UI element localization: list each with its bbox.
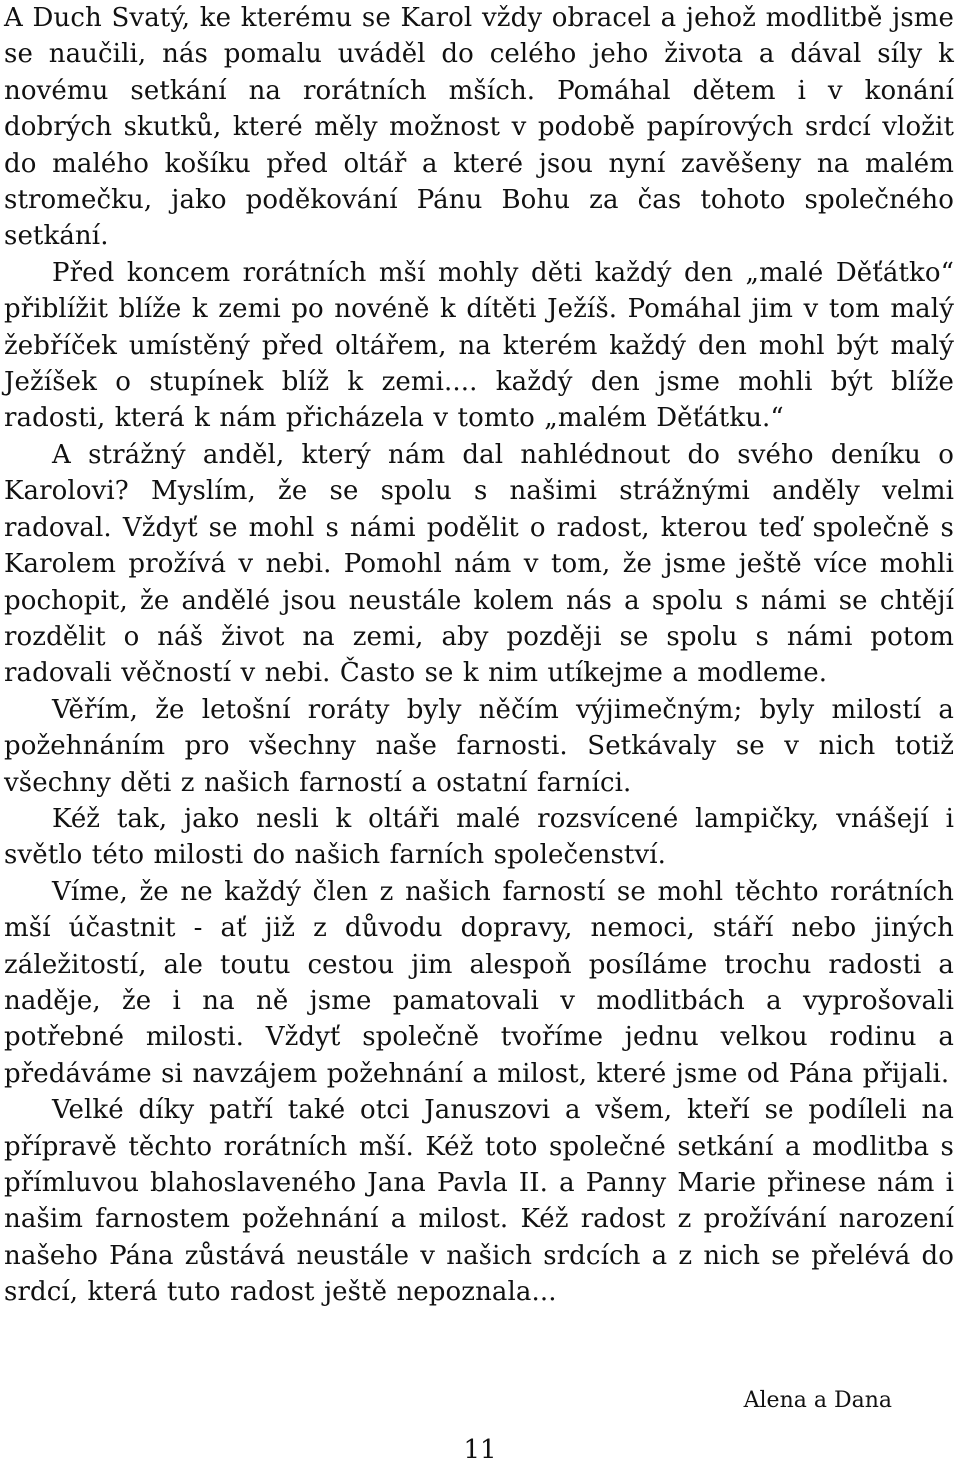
paragraph-6: Víme, že ne každý člen z našich farností se mohl těchto rorátních mší účastnit - ať již z důvodu dopravy, nemoci, stáří nebo jiných záležitostí, ale toutu cestou jim alespoň posíláme trochu radosti a naděje, že i na ně jsme pamatovali v modlitbách a vyprošovali potřebné milosti. Vždyť společně tvoříme jednu velkou rodinu a předáváme si navzájem požehnání a milost, které jsme od Pána přijali. xyxy=(4,876,954,1089)
paragraph-5: Kéž tak, jako nesli k oltáři malé rozsvícené lampičky, vnášejí i světlo této milosti do našich farních společenství. xyxy=(4,803,954,871)
paragraph-2: Před koncem rorátních mší mohly děti každý den „malé Děťátko“ přiblížit blíže k zemi po novéně k dítěti Ježíš. Pomáhal jim v tom malý žebříček umístěný před oltářem, na kterém každý den mohl být malý Ježíšek o stupínek blíž k zemi.... každý den jsme mohli být blíže radosti, která k nám přicházela v tomto „malém Děťátku.“ xyxy=(4,257,954,434)
author-signature: Alena a Dana xyxy=(743,1388,892,1413)
paragraph-4: Věřím, že letošní roráty byly něčím výjimečným; byly milostí a požehnáním pro všechny naše farnosti. Setkávaly se v nich totiž všechny děti z našich farností a ostatní farníci. xyxy=(4,694,954,798)
paragraph-7: Velké díky patří také otci Januszovi a všem, kteří se podíleli na přípravě těchto rorátních mší. Kéž toto společné setkání a modlitba s přímluvou blahoslaveného Jana Pavla II. a Panny Marie přinese nám i našim farnostem požehnání a milost. Kéž radost z prožívání narození našeho Pána zůstává neustále v našich srdcích a z nich se přelévá do srdcí, která tuto radost ještě nepoznala... xyxy=(4,1095,954,1308)
page-number: 11 xyxy=(463,1435,497,1465)
paragraph-1: A Duch Svatý, ke kterému se Karol vždy obracel a jehož modlitbě jsme se naučili, nás pomalu uváděl do celého jeho života a dával síly k novému setkání na rorátních mších. Pomáhal dětem i v konání dobrých skutků, které měly možnost v podobě papírových srdcí vložit do malého košíku před oltář a které jsou nyní zavěšeny na malém stromečku, jako poděkování Pánu Bohu za čas tohoto společného setkání. xyxy=(4,3,954,252)
paragraph-3: A strážný anděl, který nám dal nahlédnout do svého deníku o Karolovi? Myslím, že se spolu s našimi strážnými anděly velmi radoval. Vždyť se mohl s námi podělit o radost, kterou teď společně s Karolem prožívá v nebi. Pomohl nám v tom, že jsme ještě více mohli pochopit, že andělé jsou neustále kolem nás a spolu s námi se chtějí rozdělit o náš život na zemi, aby později se spolu s námi potom radovali věčností v nebi. Často se k nim utíkejme a modleme. xyxy=(4,439,954,689)
article-body xyxy=(4,0,954,1311)
